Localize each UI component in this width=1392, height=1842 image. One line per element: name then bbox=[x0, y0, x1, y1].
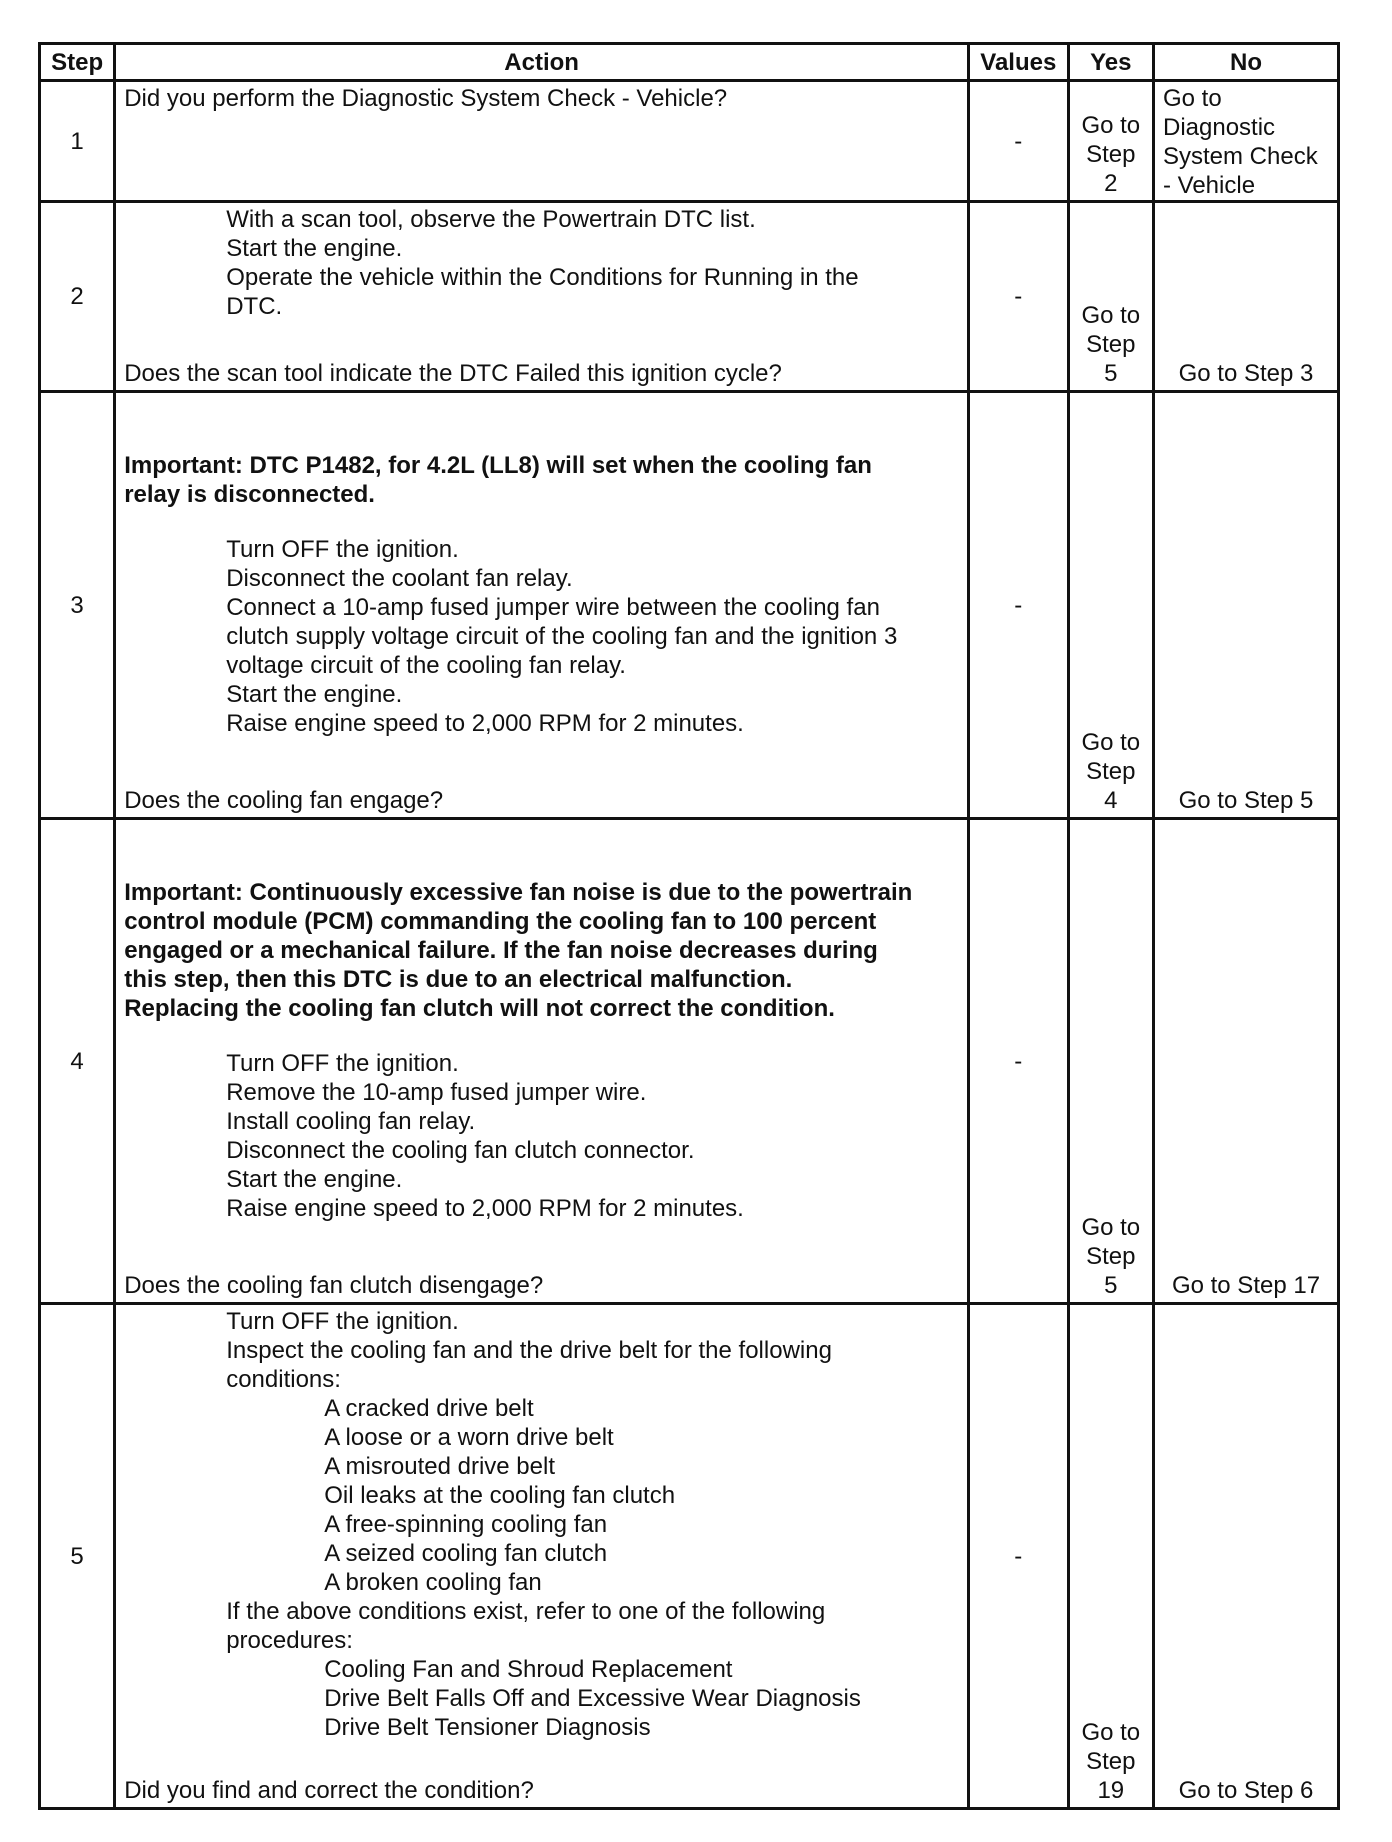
question-text: Does the scan tool indicate the DTC Failed this ignition cycle? bbox=[124, 360, 782, 387]
no-line: Go to Step 5 bbox=[1178, 787, 1314, 814]
table-row bbox=[40, 1304, 1339, 1809]
no-cell bbox=[1153, 1304, 1338, 1809]
no-line: Go to bbox=[1162, 85, 1222, 112]
table-row bbox=[40, 81, 1339, 202]
yes-line: 5 bbox=[1104, 1272, 1118, 1299]
condition-line: A cracked drive belt bbox=[324, 1395, 534, 1422]
important-line: Important: Continuously excessive fan noise is due to the powertrain bbox=[124, 879, 913, 906]
header-yes: Yes bbox=[1068, 44, 1153, 81]
yes-cell bbox=[1068, 81, 1153, 202]
yes-line: 5 bbox=[1104, 360, 1118, 387]
instruction-line: With a scan tool, observe the Powertrain DTC list. bbox=[226, 206, 756, 233]
important-note bbox=[124, 451, 959, 509]
no-cell bbox=[1153, 819, 1338, 1304]
yes-line: Step bbox=[1086, 758, 1136, 785]
question-text: Did you perform the Diagnostic System Check - Vehicle? bbox=[124, 85, 728, 112]
yes-cell bbox=[1068, 1304, 1153, 1809]
yes-cell bbox=[1068, 392, 1153, 819]
header-row bbox=[40, 44, 1339, 81]
condition-line: A seized cooling fan clutch bbox=[324, 1540, 608, 1567]
important-line: Replacing the cooling fan clutch will not correct the condition. bbox=[124, 995, 835, 1022]
instruction-line: Disconnect the coolant fan relay. bbox=[226, 565, 573, 592]
yes-line: Go to bbox=[1081, 1719, 1141, 1746]
action-cell bbox=[115, 1304, 969, 1809]
instruction-line: DTC. bbox=[226, 293, 283, 320]
condition-line: Oil leaks at the cooling fan clutch bbox=[324, 1482, 676, 1509]
question-text: Did you find and correct the condition? bbox=[124, 1777, 534, 1804]
no-cell bbox=[1153, 202, 1338, 392]
yes-line: Go to bbox=[1081, 112, 1141, 139]
values-cell: - bbox=[969, 392, 1069, 819]
instruction-line: voltage circuit of the cooling fan relay. bbox=[226, 652, 626, 679]
instruction-line: Operate the vehicle within the Conditions for Running in the bbox=[226, 264, 859, 291]
header-values: Values bbox=[969, 44, 1069, 81]
instruction-line: Raise engine speed to 2,000 RPM for 2 minutes. bbox=[226, 1195, 744, 1222]
condition-line: A misrouted drive belt bbox=[324, 1453, 555, 1480]
instruction-line: Inspect the cooling fan and the drive belt for the following bbox=[226, 1337, 832, 1364]
yes-line: 4 bbox=[1104, 787, 1118, 814]
values-cell: - bbox=[969, 202, 1069, 392]
action-cell bbox=[115, 202, 969, 392]
step-number: 1 bbox=[40, 81, 115, 202]
instruction-line: Start the engine. bbox=[226, 235, 403, 262]
important-line: control module (PCM) commanding the cooling fan to 100 percent bbox=[124, 908, 877, 935]
action-cell bbox=[115, 392, 969, 819]
procedure-line: Drive Belt Falls Off and Excessive Wear Diagnosis bbox=[324, 1685, 861, 1712]
instruction-line: clutch supply voltage circuit of the cooling fan and the ignition 3 bbox=[226, 623, 898, 650]
instruction-line: Disconnect the cooling fan clutch connector. bbox=[226, 1137, 695, 1164]
no-cell bbox=[1153, 392, 1338, 819]
no-line: Diagnostic bbox=[1162, 114, 1276, 141]
instruction-line: conditions: bbox=[226, 1366, 341, 1393]
action-cell bbox=[115, 81, 969, 202]
no-line: System Check bbox=[1162, 143, 1318, 170]
instruction-line: Turn OFF the ignition. bbox=[226, 536, 459, 563]
step-number: 4 bbox=[40, 819, 115, 1304]
no-line: Go to Step 6 bbox=[1178, 1777, 1314, 1804]
instruction-line: Start the engine. bbox=[226, 1166, 403, 1193]
header-no: No bbox=[1153, 44, 1338, 81]
yes-line: Go to bbox=[1081, 1214, 1141, 1241]
procedure-line: Cooling Fan and Shroud Replacement bbox=[324, 1656, 733, 1683]
step-number: 5 bbox=[40, 1304, 115, 1809]
important-note bbox=[124, 878, 959, 1023]
no-cell bbox=[1153, 81, 1338, 202]
values-cell: - bbox=[969, 81, 1069, 202]
instruction-line: Turn OFF the ignition. bbox=[226, 1308, 459, 1335]
instruction-line: Remove the 10-amp fused jumper wire. bbox=[226, 1079, 647, 1106]
yes-line: Step bbox=[1086, 1243, 1136, 1270]
yes-cell bbox=[1068, 202, 1153, 392]
important-line: this step, then this DTC is due to an electrical malfunction. bbox=[124, 966, 793, 993]
question-text: Does the cooling fan clutch disengage? bbox=[124, 1272, 544, 1299]
condition-line: A free-spinning cooling fan bbox=[324, 1511, 608, 1538]
step-number: 3 bbox=[40, 392, 115, 819]
yes-line: Go to bbox=[1081, 302, 1141, 329]
instruction-line: Connect a 10-amp fused jumper wire between the cooling fan bbox=[226, 594, 880, 621]
diagnostic-table bbox=[38, 42, 1340, 1810]
step-number: 2 bbox=[40, 202, 115, 392]
header-action: Action bbox=[115, 44, 969, 81]
important-line: relay is disconnected. bbox=[124, 481, 375, 508]
yes-line: Step bbox=[1086, 331, 1136, 358]
instruction-line: procedures: bbox=[226, 1627, 353, 1654]
yes-line: Step bbox=[1086, 141, 1136, 168]
yes-line: Go to bbox=[1081, 729, 1141, 756]
condition-line: A loose or a worn drive belt bbox=[324, 1424, 614, 1451]
yes-cell bbox=[1068, 819, 1153, 1304]
no-line: - Vehicle bbox=[1162, 172, 1256, 199]
table-row bbox=[40, 392, 1339, 819]
instruction-line: Raise engine speed to 2,000 RPM for 2 minutes. bbox=[226, 710, 744, 737]
yes-line: 2 bbox=[1104, 170, 1118, 197]
values-cell: - bbox=[969, 819, 1069, 1304]
instruction-line: If the above conditions exist, refer to one of the following bbox=[226, 1598, 826, 1625]
yes-line: 19 bbox=[1097, 1777, 1125, 1804]
instruction-line: Start the engine. bbox=[226, 681, 403, 708]
values-cell: - bbox=[969, 1304, 1069, 1809]
instruction-line: Install cooling fan relay. bbox=[226, 1108, 476, 1135]
important-line: engaged or a mechanical failure. If the fan noise decreases during bbox=[124, 937, 878, 964]
yes-line: Step bbox=[1086, 1748, 1136, 1775]
table-row bbox=[40, 202, 1339, 392]
no-line: Go to Step 3 bbox=[1178, 360, 1314, 387]
no-line: Go to Step 17 bbox=[1171, 1272, 1321, 1299]
important-line: Important: DTC P1482, for 4.2L (LL8) will set when the cooling fan bbox=[124, 452, 872, 479]
header-step: Step bbox=[40, 44, 115, 81]
question-text: Does the cooling fan engage? bbox=[124, 787, 444, 814]
condition-line: A broken cooling fan bbox=[324, 1569, 542, 1596]
instruction-line: Turn OFF the ignition. bbox=[226, 1050, 459, 1077]
table-row bbox=[40, 819, 1339, 1304]
action-cell bbox=[115, 819, 969, 1304]
procedure-line: Drive Belt Tensioner Diagnosis bbox=[324, 1714, 651, 1741]
